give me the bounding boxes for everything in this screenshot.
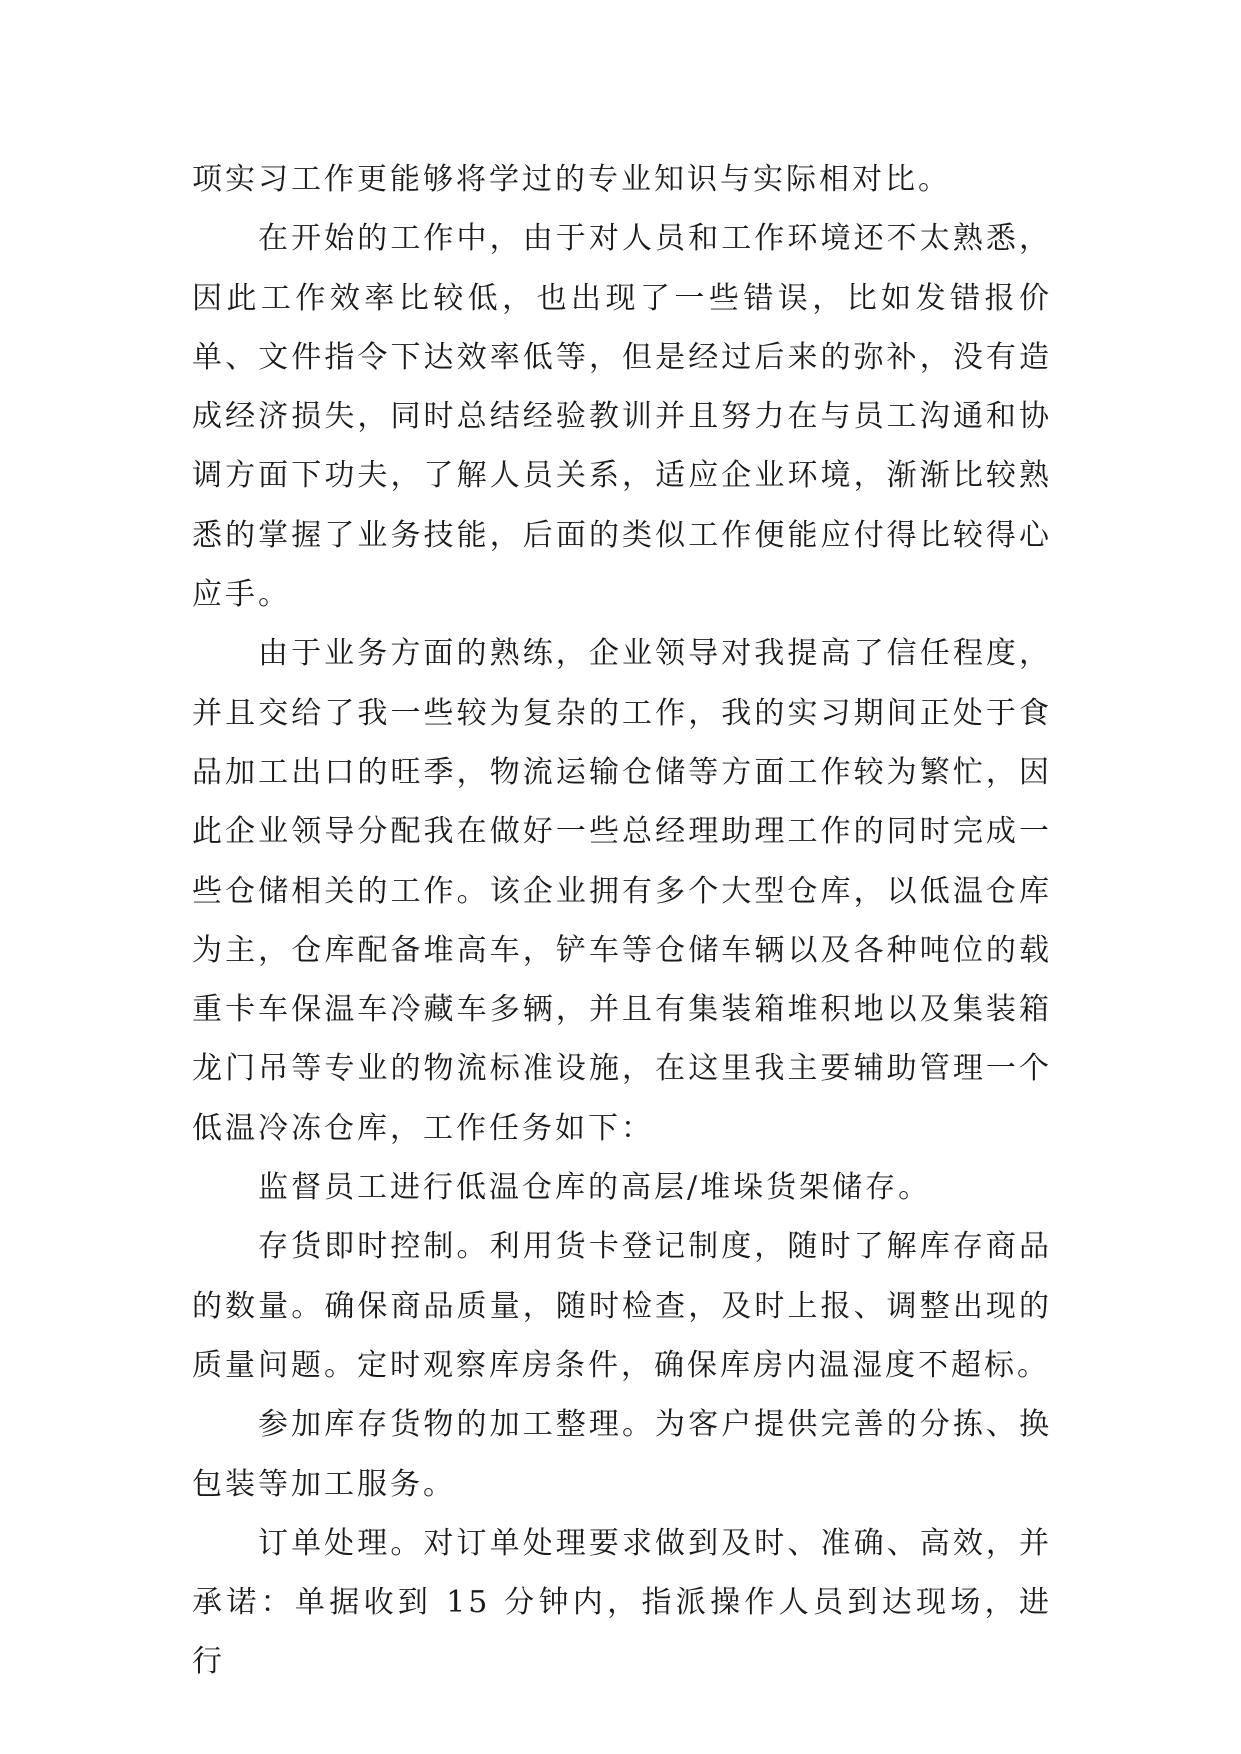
paragraph: 参加库存货物的加工整理。为客户提供完善的分拣、换包装等加工服务。 (192, 1407, 1052, 1502)
paragraph: 由于业务方面的熟练，企业领导对我提高了信任程度，并且交给了我一些较为复杂的工作，我的实习期间正处于食品加工出口的旺季，物流运输仓储等方面工作较为繁忙，因此企业领导分配我在做好一些总经理助理工作的同时完成一些仓储相关的工作。该企业拥有多个大型仓库，以低温仓库为主，仓库配备堆高车，铲车等仓储车辆以及各种吨位的载重卡车保温车冷藏车多辆，并且有集装箱堆积地以及集装箱龙门吊等专业的物流标准设施，在这里我主要辅助管理一个低温冷冻仓库，工作任务如下： (192, 636, 1052, 1146)
paragraph: 在开始的工作中，由于对人员和工作环境还不太熟悉，因此工作效率比较低，也出现了一些错误，比如发错报价单、文件指令下达效率低等，但是经过后来的弥补，没有造成经济损失，同时总结经验教训并且努力在与员工沟通和协调方面下功夫，了解人员关系，适应企业环境，渐渐比较熟悉的掌握了业务技能，后面的类似工作便能应付得比较得心应手。 (192, 221, 1052, 613)
paragraph: 监督员工进行低温仓库的高层/堆垛货架储存。 (258, 1170, 932, 1206)
paragraph: 项实习工作更能够将学过的专业知识与实际相对比。 (192, 162, 951, 197)
paragraph: 存货即时控制。利用货卡登记制度，随时了解库存商品的数量。确保商品质量，随时检查，及时上报、调整出现的质量问题。定时观察库房条件，确保库房内温湿度不超标。 (192, 1229, 1052, 1383)
paragraph: 订单处理。对订单处理要求做到及时、准确、高效，并承诺：单据收到 15 分钟内，指派操作人员到达现场，进行 (192, 1525, 1052, 1680)
document-body (192, 150, 1052, 1692)
